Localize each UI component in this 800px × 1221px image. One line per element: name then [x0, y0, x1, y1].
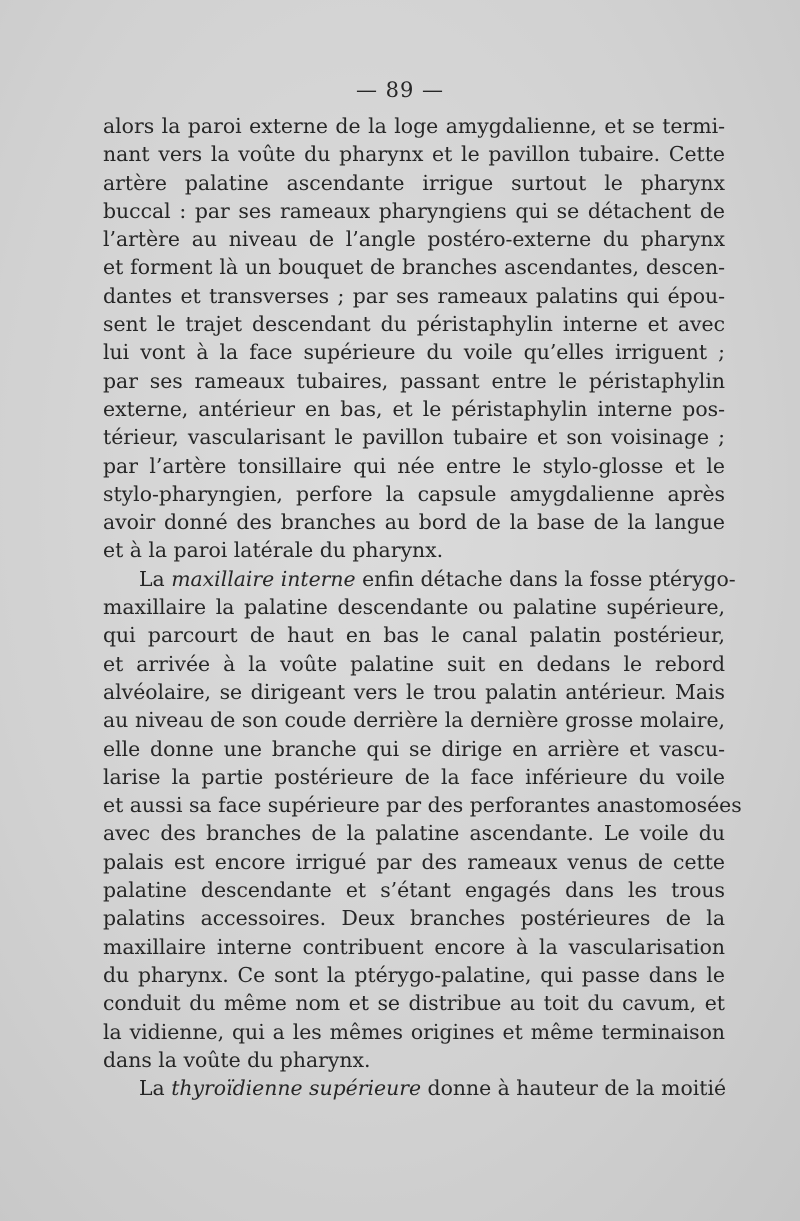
- text-line: stylo-pharyngien, perfore la capsule amygdalienne après: [103, 481, 725, 506]
- text-line: avec des branches de la palatine ascendante. Le voile du: [103, 821, 725, 846]
- text-line: nant vers la voûte du pharynx et le pavillon tubaire. Cette: [103, 142, 725, 167]
- paragraph-3-lead: La: [139, 1076, 165, 1101]
- text-line: alvéolaire, se dirigeant vers le trou palatin antérieur. Mais: [103, 679, 725, 704]
- text-line: dans la voûte du pharynx.: [103, 1047, 371, 1072]
- text-line: qui parcourt de haut en bas le canal palatin postérieur,: [103, 623, 725, 648]
- paragraph-1: [103, 112, 725, 565]
- page-number: — 89 —: [355, 78, 445, 102]
- text-line: du pharynx. Ce sont la ptérygo-palatine, qui passe dans le: [103, 962, 725, 987]
- text-line: maxillaire la palatine descendante ou palatine supérieure,: [103, 595, 725, 620]
- text-line: et aussi sa face supérieure par des perforantes anastomosées: [103, 793, 742, 818]
- text-line: palais est encore irrigué par des rameaux venus de cette: [103, 849, 725, 874]
- paragraph-2-lead: La: [139, 566, 165, 591]
- text-line: externe, antérieur en bas, et le péristaphylin interne pos-: [103, 396, 725, 421]
- text-line: artère palatine ascendante irrigue surtout le pharynx: [103, 170, 725, 195]
- text-line: palatine descendante et s’étant engagés dans les trous: [103, 878, 725, 903]
- text-line: palatins accessoires. Deux branches postérieures de la: [103, 906, 725, 931]
- text-line: buccal : par ses rameaux pharyngiens qui se détachent de: [103, 198, 725, 223]
- text-line: et à la paroi latérale du pharynx.: [103, 538, 444, 563]
- paragraph-2-first-rest: enfin détache dans la fosse ptérygo-: [362, 566, 736, 591]
- text-line: la vidienne, qui a les mêmes origines et même terminaison: [103, 1019, 725, 1044]
- text-line: au niveau de son coude derrière la dernière grosse molaire,: [103, 708, 725, 733]
- italic-term-thyroidienne-superieure: thyroïdienne supérieure: [171, 1076, 422, 1101]
- text-line: maxillaire interne contribuent encore à la vascularisation: [103, 934, 725, 959]
- paragraph-3-first-rest: donne à hauteur de la moitié: [427, 1076, 727, 1101]
- text-line: lui vont à la face supérieure du voile qu’elles irriguent ;: [103, 340, 725, 365]
- text-line: dantes et transverses ; par ses rameaux palatins qui épou-: [103, 283, 725, 308]
- text-line: par l’artère tonsillaire qui née entre le stylo-glosse et le: [103, 453, 725, 478]
- paragraph-3-first-line: [103, 1074, 725, 1102]
- text-line: térieur, vascularisant le pavillon tubaire et son voisinage ;: [103, 425, 725, 450]
- paragraph-3: [103, 1074, 725, 1102]
- italic-term-maxillaire-interne: maxillaire interne: [171, 566, 356, 591]
- text-line: l’artère au niveau de l’angle postéro-externe du pharynx: [103, 227, 725, 252]
- text-line: alors la paroi externe de la loge amygdalienne, et se termi-: [103, 114, 725, 138]
- body-text: [103, 112, 742, 1102]
- text-line: larise la partie postérieure de la face inférieure du voile: [103, 764, 725, 789]
- text-line: conduit du même nom et se distribue au toit du cavum, et: [103, 991, 725, 1016]
- text-line: et forment là un bouquet de branches ascendantes, descen-: [103, 255, 725, 280]
- text-line: avoir donné des branches au bord de la base de la langue: [103, 510, 725, 535]
- text-line: et arrivée à la voûte palatine suit en dedans le rebord: [103, 651, 725, 676]
- text-line: sent le trajet descendant du péristaphylin interne et avec: [103, 312, 725, 337]
- paragraph-2: [103, 565, 742, 1074]
- text-line: elle donne une branche qui se dirige en arrière et vascu-: [103, 736, 725, 761]
- text-line: par ses rameaux tubaires, passant entre le péristaphylin: [103, 368, 725, 393]
- paragraph-2-first-line: [103, 565, 736, 593]
